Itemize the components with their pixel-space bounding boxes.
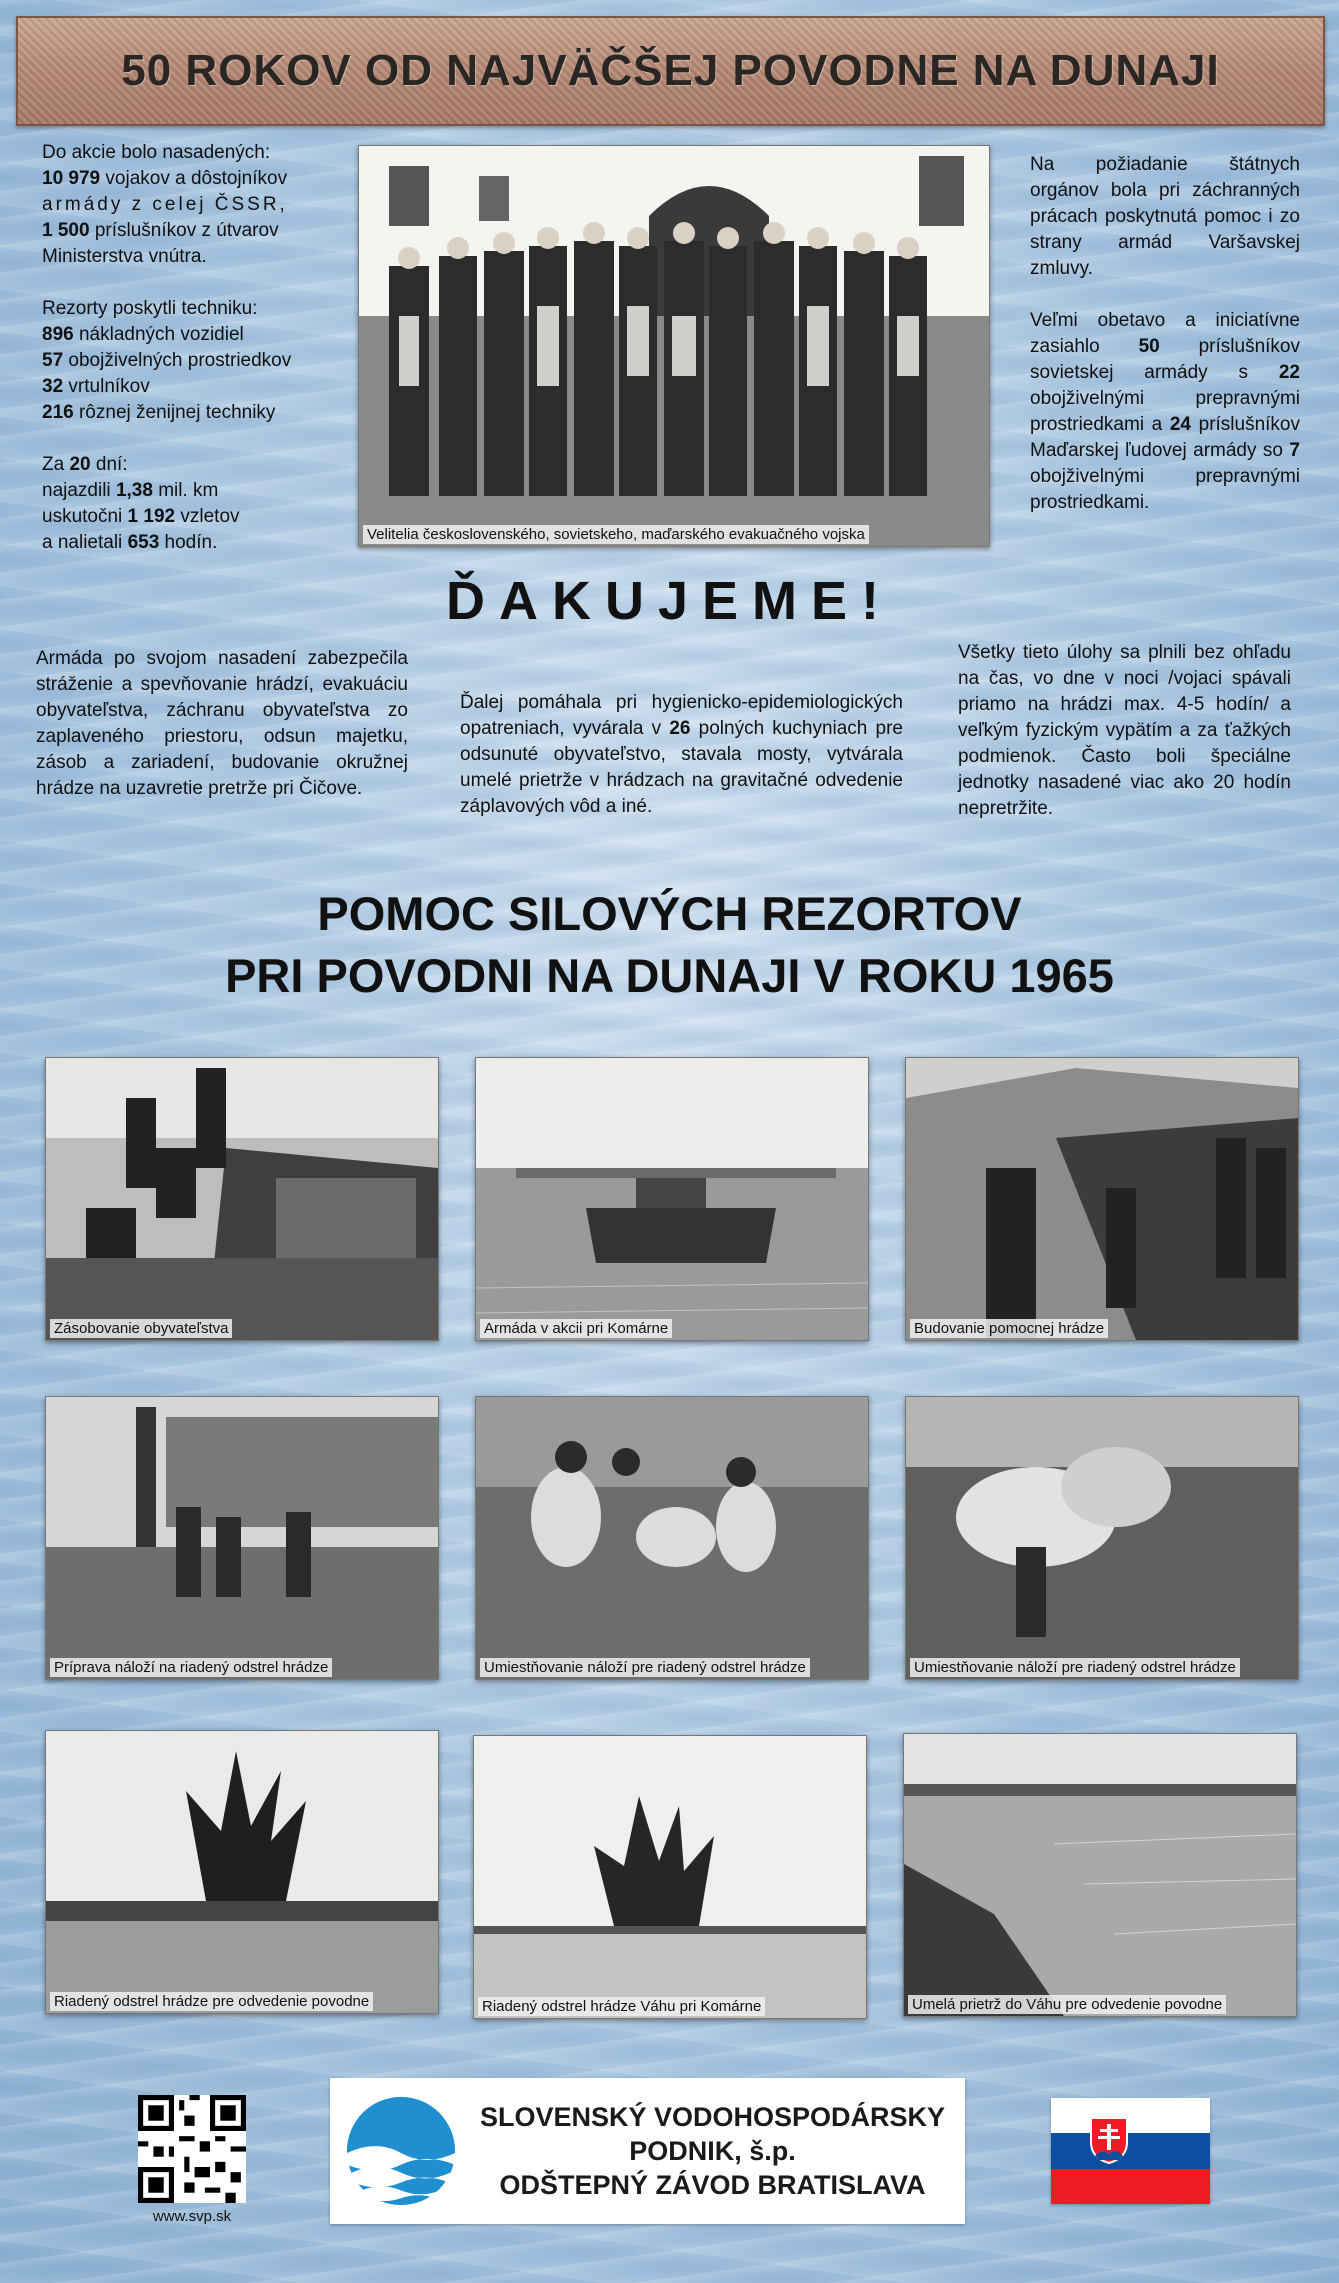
photo-charge-prep-caption: Príprava náloží na riadený odstrel hrádze: [50, 1658, 332, 1677]
photo-controlled-blast-2: [473, 1735, 867, 2019]
army-help-text: Ďalej pomáhala pri hygienicko-epidemiologických opatreniach, vyvárala v 26 polných kuchyniach pre odsunuté obyvateľstvo, stavala mosty, vytvárala umelé prietrže v hrádzach na gravitačné odvedenie záplavových vôd a iné.: [460, 692, 903, 817]
title-banner: [16, 16, 1325, 126]
allies-block: [1030, 152, 1300, 516]
coat-of-arms-icon: [1089, 2116, 1129, 2164]
svp-water-logo-icon: [342, 2092, 460, 2210]
photo-army-komarno-caption: Armáda v akcii pri Komárne: [480, 1319, 672, 1338]
photo-charge-placement-2: [905, 1396, 1299, 1680]
section-heading-line2: PRI POVODNI NA DUNAJI V ROKU 1965: [225, 949, 1114, 1002]
svp-logo-box: [330, 2078, 965, 2224]
photo-army-komarno: [475, 1057, 869, 1341]
photo-controlled-blast-2-caption: Riadený odstrel hrádze Váhu pri Komárne: [478, 1997, 765, 2016]
photo-charge-placement-2-caption: Umiestňovanie náloží pre riadený odstrel hrádze: [910, 1658, 1240, 1677]
stats-trucks: 896 nákladných vozidiel: [42, 324, 244, 345]
slovak-flag: [1051, 2098, 1210, 2204]
allies-details: Veľmi obetavo a iniciatívne zasiahlo 50 príslušníkov sovietskej armády s 22 obojživelnými prepravnými prostriedkami a 24 príslušníkov Maďarskej ľudovej armády so 7 obojživelnými prepravnými prostriedkami.: [1030, 310, 1300, 513]
stats-hours: a nalietali 653 hodín.: [42, 532, 218, 553]
photo-supplies-caption: Zásobovanie obyvateľstva: [50, 1319, 232, 1338]
army-tasks-text: Armáda po svojom nasadení zabezpečila stráženie a spevňovanie hrádzí, evakuáciu obyvateľstva, záchranu obyvateľstva zo zaplaveného priestoru, odsun majetku, zásob a zariadení, budovanie okružnej hrádze na uzavretie pretrže pri Čičove.: [36, 648, 408, 799]
photo-auxiliary-dam: [905, 1057, 1299, 1341]
photo-controlled-blast-1: [45, 1730, 439, 2014]
stats-intro: Do akcie bolo nasadených:: [42, 142, 271, 163]
photo-supplies: [45, 1057, 439, 1341]
stats-interior: 1 500 príslušníkov z útvarov: [42, 220, 279, 241]
allies-intro: Na požiadanie štátnych orgánov bola pri záchranných prácach poskytnutá pomoc i zo strany armád Varšavskej zmluvy.: [1030, 154, 1300, 279]
qr-code-icon: [138, 2095, 246, 2203]
photo-controlled-blast-1-caption: Riadený odstrel hrádze pre odvedenie povodne: [50, 1992, 373, 2011]
section-heading-line1: POMOC SILOVÝCH REZORTOV: [317, 887, 1022, 940]
page-title: 50 ROKOV OD NAJVÄČŠEJ POVODNE NA DUNAJI: [121, 46, 1220, 95]
qr-code[interactable]: [138, 2095, 246, 2203]
commanders-photo: [358, 145, 990, 547]
stats-flights: uskutočni 1 192 vzletov: [42, 506, 240, 527]
stats-soldiers-2: armády z celej ČSSR,: [42, 194, 288, 215]
photo-charge-prep: [45, 1396, 439, 1680]
thanks-heading: ĎAKUJEME!: [445, 571, 894, 631]
commanders-photo-caption: Velitelia československého, sovietskeho, maďarského evakuačného vojska: [363, 525, 869, 544]
stats-engineering: 216 rôznej ženijnej techniky: [42, 402, 276, 423]
logo-line-3: ODŠTEPNÝ ZÁVOD BRATISLAVA: [499, 2170, 926, 2200]
stats-amphibious: 57 obojživelných prostriedkov: [42, 350, 292, 371]
photo-artificial-breach-caption: Umelá prietrž do Váhu pre odvedenie povodne: [908, 1995, 1226, 2014]
photo-artificial-breach: [903, 1733, 1297, 2017]
stats-block: [42, 140, 342, 556]
svp-logo-text: [470, 2100, 955, 2202]
website-link[interactable]: www.svp.sk: [152, 2208, 232, 2225]
stats-soldiers: 10 979 vojakov a dôstojníkov: [42, 168, 288, 189]
photo-charge-placement-1-caption: Umiestňovanie náloží pre riadený odstrel hrádze: [480, 1658, 810, 1677]
stats-helicopters: 32 vrtulníkov: [42, 376, 150, 397]
logo-line-1: SLOVENSKÝ VODOHOSPODÁRSKY: [479, 2102, 946, 2132]
stats-km: najazdili 1,38 mil. km: [42, 480, 219, 501]
stats-interior-2: Ministerstva vnútra.: [42, 246, 207, 267]
stats-tech-intro: Rezorty poskytli techniku:: [42, 298, 258, 319]
photo-auxiliary-dam-caption: Budovanie pomocnej hrádze: [910, 1319, 1108, 1338]
photo-charge-placement-1: [475, 1396, 869, 1680]
effort-text: Všetky tieto úlohy sa plnili bez ohľadu na čas, vo dne v noci /vojaci spávali priamo na hrádzi max. 4-5 hodín/ a veľkým fyzickým vypätím a za ťažkých podmienok. Často boli špeciálne jednotky nasadené viac ako 20 hodín nepretržite.: [958, 642, 1291, 819]
logo-line-2: PODNIK, š.p.: [629, 2136, 796, 2166]
stats-days: Za 20 dní:: [42, 454, 128, 475]
